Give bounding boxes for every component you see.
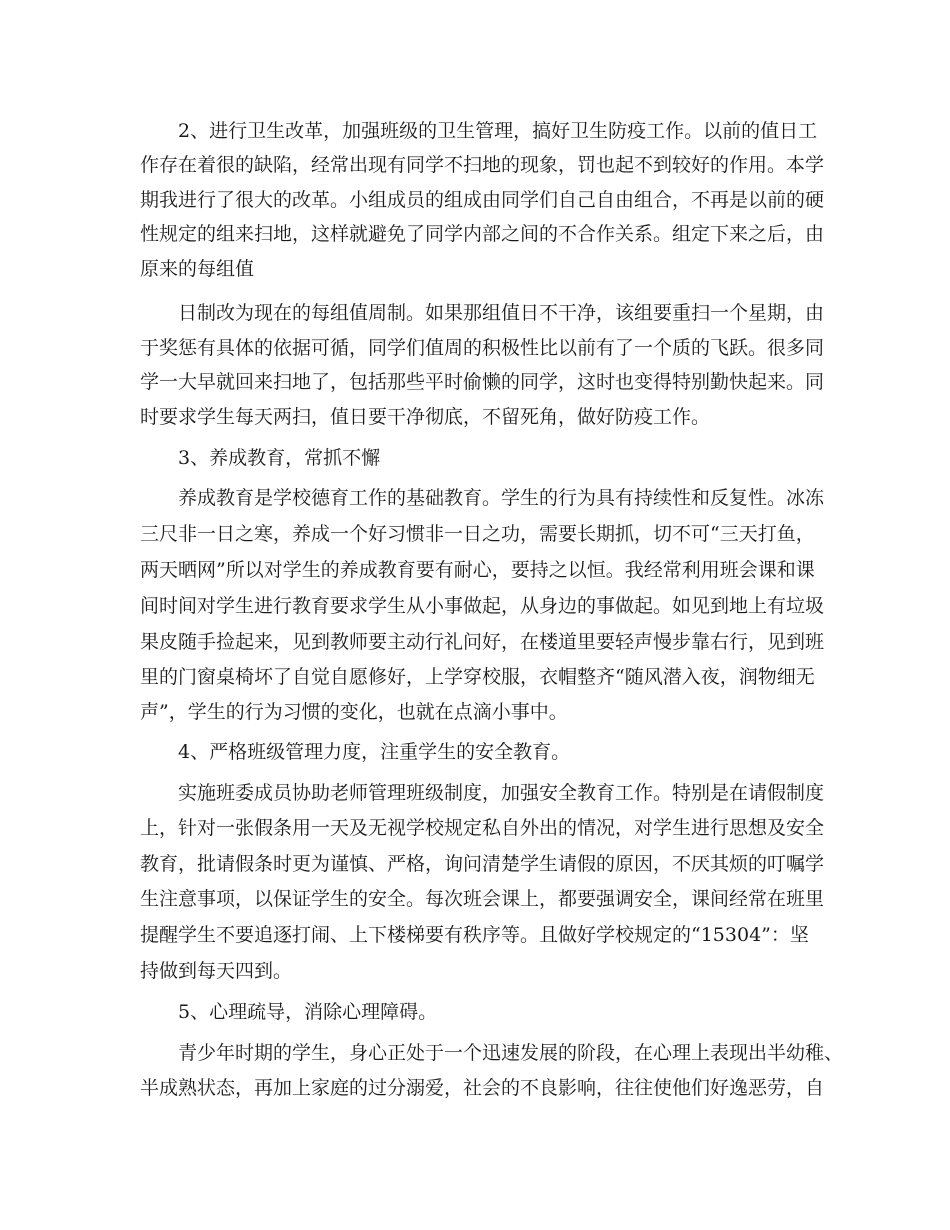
text-line: 里的门窗桌椅坏了自觉自愿修好，上学穿校服，衣帽整齐“随风潜入夜，润物细无 xyxy=(140,666,815,688)
section-heading: 3、养成教育，常抓不懈 xyxy=(178,447,381,469)
text-line: 日制改为现在的每组值周制。如果那组值日不干净，该组要重扫一个星期，由 xyxy=(178,302,825,324)
text-line: 两天晒网”所以对学生的养成教育要有耐心，要持之以恒。我经常利用班会课和课 xyxy=(140,559,815,581)
text-line: 作存在着很的缺陷，经常出现有同学不扫地的现象，罚也起不到较好的作用。本学 xyxy=(140,154,825,176)
section-heading: 5、心理疏导，消除心理障碍。 xyxy=(178,1001,438,1023)
section-heading: 4、严格班级管理力度，注重学生的安全教育。 xyxy=(178,741,571,763)
text-line: 声”，学生的行为习惯的变化，也就在点滴小事中。 xyxy=(140,701,568,723)
text-line: 生注意事项，以保证学生的安全。每次班会课上，都要强调安全，课间经常在班里 xyxy=(140,888,825,910)
text-line: 实施班委成员协助老师管理班级制度，加强安全教育工作。特别是在请假制度 xyxy=(178,782,825,804)
text-line: 学一大早就回来扫地了，包括那些平时偷懒的同学，这时也变得特别勤快起来。同 xyxy=(140,371,825,393)
text-line: 教育，批请假条时更为谨慎、严格，询问清楚学生请假的原因，不厌其烦的叮嘱学 xyxy=(140,853,825,875)
text-line: 原来的每组值 xyxy=(140,258,255,280)
text-line: 养成教育是学校德育工作的基础教育。学生的行为具有持续性和反复性。冰冻 xyxy=(178,487,825,509)
text-line: 三尺非一日之寒，养成一个好习惯非一日之功，需要长期抓，切不可“三天打鱼， xyxy=(140,523,815,545)
text-line: 青少年时期的学生，身心正处于一个迅速发展的阶段，在心理上表现出半幼稚、 xyxy=(178,1042,844,1064)
text-line: 半成熟状态，再加上家庭的过分溺爱，社会的不良影响，往往使他们好逸恶劳，自 xyxy=(140,1077,825,1099)
text-line: 间时间对学生进行教育要求学生从小事做起，从身边的事做起。如见到地上有垃圾 xyxy=(140,595,825,617)
text-line: 果皮随手捡起来，见到教师要主动行礼问好，在楼道里要轻声慢步靠右行，见到班 xyxy=(140,631,825,653)
text-line: 期我进行了很大的改革。小组成员的组成由同学们自己自由组合，不再是以前的硬 xyxy=(140,189,825,211)
text-line: 提醒学生不要追逐打闹、上下楼梯要有秩序等。且做好学校规定的“15304”：坚 xyxy=(140,924,809,946)
text-line: 于奖惩有具体的依据可循，同学们值周的积极性比以前有了一个质的飞跃。很多同 xyxy=(140,337,825,359)
text-line: 性规定的组来扫地，这样就避免了同学内部之间的不合作关系。组定下来之后，由 xyxy=(140,223,825,245)
text-line: 持做到每天四到。 xyxy=(140,960,293,982)
text-line: 2、进行卫生改革，加强班级的卫生管理，搞好卫生防疫工作。以前的值日工 xyxy=(178,120,818,142)
text-line: 上，针对一张假条用一天及无视学校规定私自外出的情况，对学生进行思想及安全 xyxy=(140,817,825,839)
text-line: 时要求学生每天两扫，值日要干净彻底，不留死角，做好防疫工作。 xyxy=(140,406,711,428)
